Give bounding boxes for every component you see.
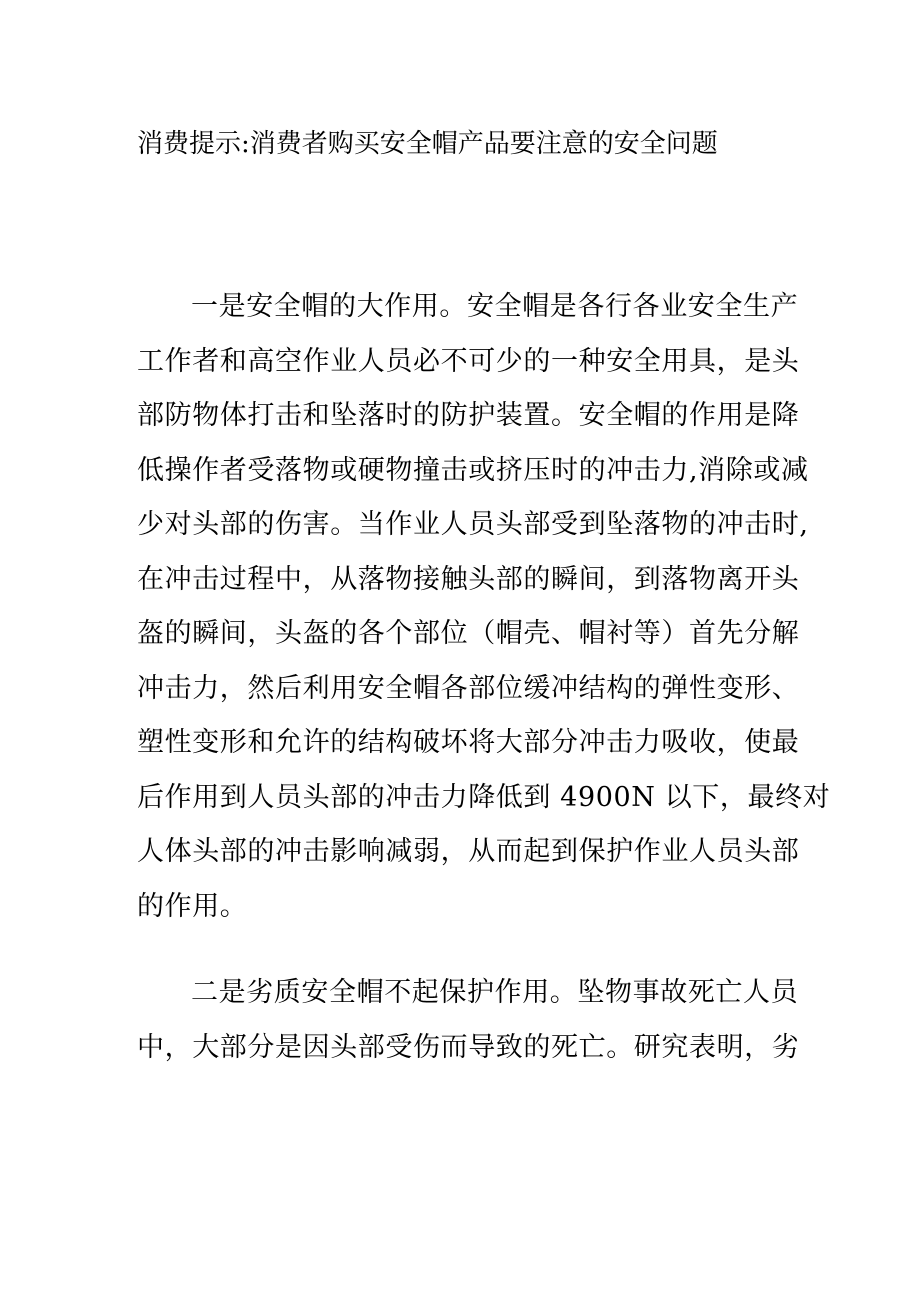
- text-line: 低操作者受落物或硬物撞击或挤压时的冲击力,消除或减: [137, 454, 809, 486]
- text-line: 冲击力，然后利用安全帽各部位缓冲结构的弹性变形、: [137, 672, 800, 704]
- text-line: 二是劣质安全帽不起保护作用。坠物事故死亡人员: [191, 977, 799, 1008]
- text-line: 部防物体打击和坠落时的防护装置。安全帽的作用是降: [137, 400, 800, 431]
- text-line: 盔的瞬间，头盔的各个部位（帽壳、帽衬等）首先分解: [137, 618, 800, 649]
- text-line: 人体头部的冲击影响减弱，从而起到保护作业人员头部: [137, 836, 800, 867]
- paragraph-inferior-helmets: [137, 966, 800, 1075]
- text-line: 塑性变形和允许的结构破坏将大部分冲击力吸收，使最: [137, 727, 800, 758]
- document-body: [137, 280, 831, 1107]
- paragraph-helmet-function: [137, 280, 831, 934]
- text-line: 工作者和高空作业人员必不可少的一种安全用具，是头: [137, 345, 800, 377]
- text-line: 的作用。: [137, 890, 248, 922]
- text-line: 后作用到人员头部的冲击力降低到 4900N 以下，最终对: [137, 781, 831, 813]
- text-line: 一是安全帽的大作用。安全帽是各行各业安全生产: [191, 291, 799, 322]
- text-line: 中，大部分是因头部受伤而导致的死亡。研究表明，劣: [137, 1031, 800, 1063]
- document-title: 消费提示:消费者购买安全帽产品要注意的安全问题: [137, 129, 718, 159]
- text-line: 在冲击过程中，从落物接触头部的瞬间，到落物离开头: [137, 563, 800, 595]
- text-line: 少对头部的伤害。当作业人员头部受到坠落物的冲击时,: [137, 509, 809, 540]
